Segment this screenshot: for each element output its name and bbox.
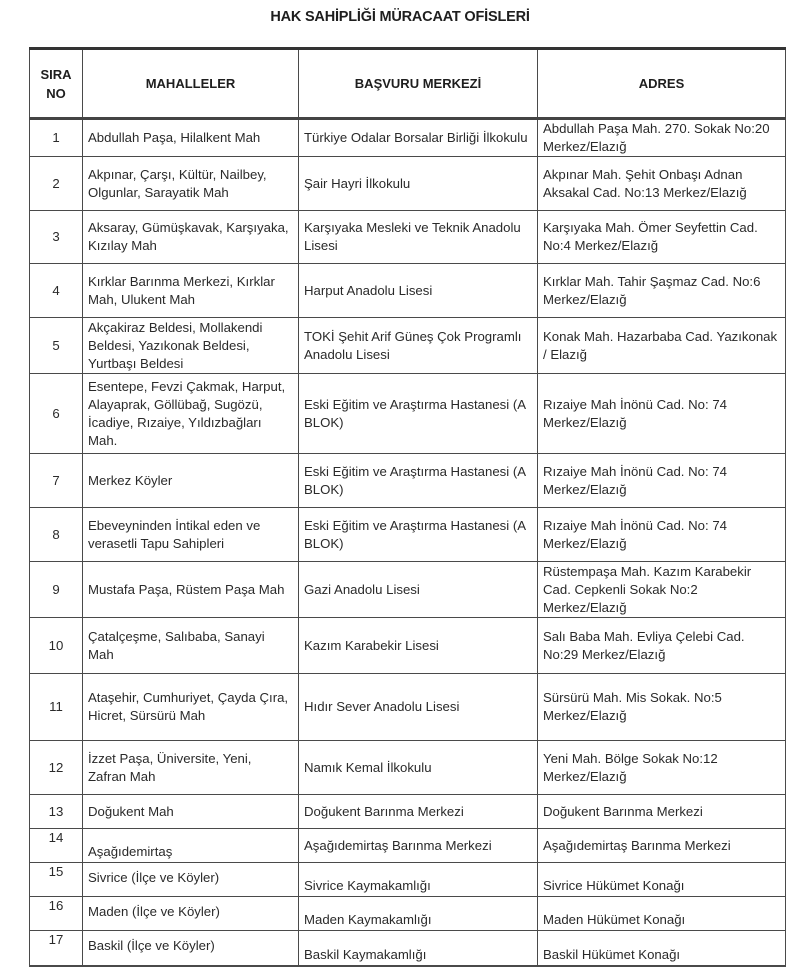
cell-basvuru-merkezi: Eski Eğitim ve Araştırma Hastanesi (A BLOK) [299,454,538,508]
cell-mahalleler: Aşağıdemirtaş [83,829,299,863]
table-row [30,454,786,508]
table-row [30,508,786,562]
page-title: HAK SAHİPLİĞİ MÜRACAAT OFİSLERİ [270,9,530,25]
cell-basvuru-merkezi: Sivrice Kaymakamlığı [299,863,538,897]
cell-adres: Akpınar Mah. Şehit Onbaşı Adnan Aksakal Cad. No:13 Merkez/Elazığ [538,157,786,211]
cell-mahalleler: Kırklar Barınma Merkezi, Kırklar Mah, Ulukent Mah [83,264,299,318]
cell-basvuru-merkezi: Türkiye Odalar Borsalar Birliği İlkokulu [299,119,538,157]
table-row [30,318,786,374]
cell-adres: Rızaiye Mah İnönü Cad. No: 74 Merkez/Elazığ [538,508,786,562]
column-header-adres: ADRES [538,49,786,119]
cell-adres: Sürsürü Mah. Mis Sokak. No:5 Merkez/Elazığ [538,674,786,741]
cell-no: 6 [30,374,83,454]
cell-basvuru-merkezi: Karşıyaka Mesleki ve Teknik Anadolu Lisesi [299,211,538,264]
table-row [30,374,786,454]
header-row [30,49,786,119]
cell-adres: Salı Baba Mah. Evliya Çelebi Cad. No:29 Merkez/Elazığ [538,618,786,674]
cell-no: 5 [30,318,83,374]
cell-mahalleler: Abdullah Paşa, Hilalkent Mah [83,119,299,157]
cell-no: 1 [30,119,83,157]
table-row [30,829,786,863]
table-row [30,562,786,618]
cell-adres: Maden Hükümet Konağı [538,897,786,931]
cell-mahalleler: Aksaray, Gümüşkavak, Karşıyaka, Kızılay Mah [83,211,299,264]
cell-mahalleler: Çatalçeşme, Salıbaba, Sanayi Mah [83,618,299,674]
cell-no: 15 [30,863,83,897]
cell-no: 4 [30,264,83,318]
cell-adres: Rızaiye Mah İnönü Cad. No: 74 Merkez/Elazığ [538,374,786,454]
column-header-mahalleler: MAHALLELER [83,49,299,119]
cell-mahalleler: Ataşehir, Cumhuriyet, Çayda Çıra, Hicret, Sürsürü Mah [83,674,299,741]
cell-mahalleler: Sivrice (İlçe ve Köyler) [83,863,299,897]
cell-mahalleler: Akçakiraz Beldesi, Mollakendi Beldesi, Yazıkonak Beldesi, Yurtbaşı Beldesi [83,318,299,374]
cell-basvuru-merkezi: Eski Eğitim ve Araştırma Hastanesi (A BLOK) [299,374,538,454]
cell-basvuru-merkezi: Doğukent Barınma Merkezi [299,795,538,829]
cell-no: 9 [30,562,83,618]
cell-adres: Rızaiye Mah İnönü Cad. No: 74 Merkez/Elazığ [538,454,786,508]
cell-no: 11 [30,674,83,741]
cell-adres: Abdullah Paşa Mah. 270. Sokak No:20 Merkez/Elazığ [538,119,786,157]
cell-adres: Kırklar Mah. Tahir Şaşmaz Cad. No:6 Merkez/Elazığ [538,264,786,318]
table-row [30,119,786,157]
table-row [30,618,786,674]
cell-no: 10 [30,618,83,674]
cell-adres: Yeni Mah. Bölge Sokak No:12 Merkez/Elazığ [538,741,786,795]
cell-no: 7 [30,454,83,508]
cell-adres: Aşağıdemirtaş Barınma Merkezi [538,829,786,863]
table-row [30,211,786,264]
cell-no: 8 [30,508,83,562]
cell-basvuru-merkezi: Aşağıdemirtaş Barınma Merkezi [299,829,538,863]
cell-basvuru-merkezi: Harput Anadolu Lisesi [299,264,538,318]
table-row [30,931,786,966]
header-label: SIRA NO [40,66,72,101]
column-header-sira-no [30,49,83,119]
cell-basvuru-merkezi: Gazi Anadolu Lisesi [299,562,538,618]
cell-basvuru-merkezi: Eski Eğitim ve Araştırma Hastanesi (A BLOK) [299,508,538,562]
table-body [30,119,786,966]
table-row [30,674,786,741]
cell-no: 14 [30,829,83,863]
cell-adres: Karşıyaka Mah. Ömer Seyfettin Cad. No:4 Merkez/Elazığ [538,211,786,264]
cell-no: 16 [30,897,83,931]
table-row [30,157,786,211]
cell-basvuru-merkezi: Namık Kemal İlkokulu [299,741,538,795]
table-row [30,795,786,829]
cell-mahalleler: Ebeveyninden İntikal eden ve verasetli Tapu Sahipleri [83,508,299,562]
cell-mahalleler: Akpınar, Çarşı, Kültür, Nailbey, Olgunlar, Sarayatik Mah [83,157,299,211]
cell-basvuru-merkezi: TOKİ Şehit Arif Güneş Çok Programlı Anadolu Lisesi [299,318,538,374]
cell-adres: Baskil Hükümet Konağı [538,931,786,966]
cell-adres: Doğukent Barınma Merkezi [538,795,786,829]
cell-no: 12 [30,741,83,795]
cell-mahalleler: Baskil (İlçe ve Köyler) [83,931,299,966]
cell-mahalleler: İzzet Paşa, Üniversite, Yeni, Zafran Mah [83,741,299,795]
table-row [30,741,786,795]
cell-basvuru-merkezi: Şair Hayri İlkokulu [299,157,538,211]
cell-no: 2 [30,157,83,211]
cell-adres: Konak Mah. Hazarbaba Cad. Yazıkonak / Elazığ [538,318,786,374]
cell-no: 13 [30,795,83,829]
table-header [30,49,786,119]
table-row [30,264,786,318]
cell-adres: Rüstempaşa Mah. Kazım Karabekir Cad. Cepkenli Sokak No:2 Merkez/Elazığ [538,562,786,618]
cell-mahalleler: Maden (İlçe ve Köyler) [83,897,299,931]
cell-mahalleler: Merkez Köyler [83,454,299,508]
table-row [30,897,786,931]
table-row [30,863,786,897]
column-header-basvuru-merkezi: BAŞVURU MERKEZİ [299,49,538,119]
cell-basvuru-merkezi: Kazım Karabekir Lisesi [299,618,538,674]
cell-mahalleler: Esentepe, Fevzi Çakmak, Harput, Alayaprak, Göllübağ, Sugözü, İcadiye, Rızaiye, Yıldızbağları Mah. [83,374,299,454]
cell-basvuru-merkezi: Hıdır Sever Anadolu Lisesi [299,674,538,741]
cell-adres: Sivrice Hükümet Konağı [538,863,786,897]
cell-no: 17 [30,931,83,966]
cell-basvuru-merkezi: Maden Kaymakamlığı [299,897,538,931]
cell-basvuru-merkezi: Baskil Kaymakamlığı [299,931,538,966]
cell-no: 3 [30,211,83,264]
cell-mahalleler: Doğukent Mah [83,795,299,829]
cell-mahalleler: Mustafa Paşa, Rüstem Paşa Mah [83,562,299,618]
offices-table [29,47,786,967]
